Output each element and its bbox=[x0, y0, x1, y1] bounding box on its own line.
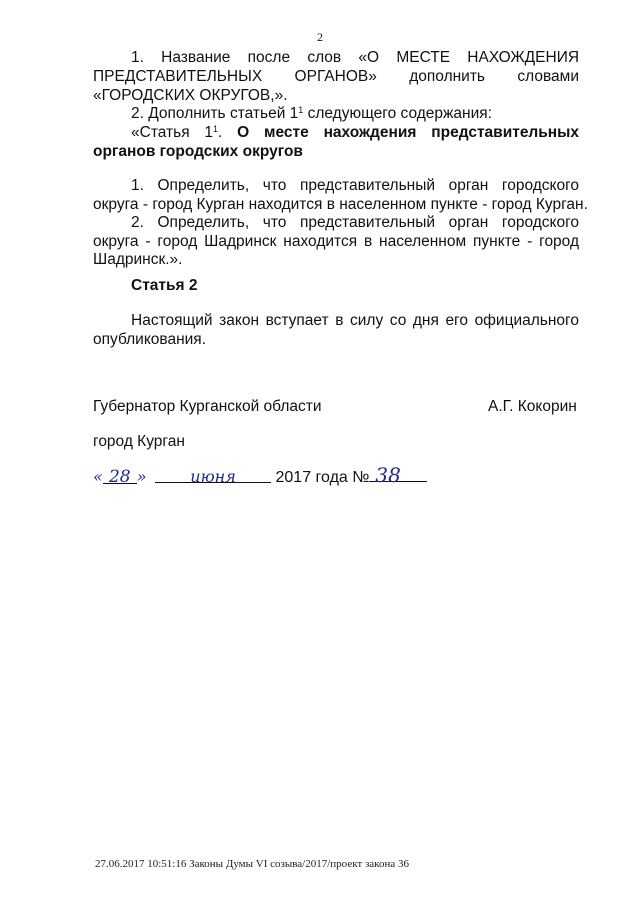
p1-word: НАХОЖДЕНИЯ bbox=[467, 49, 580, 66]
p5-word: - bbox=[527, 233, 533, 250]
p4-word: - bbox=[142, 196, 149, 213]
p5-word: город bbox=[157, 233, 198, 250]
p4-line2 bbox=[93, 195, 588, 214]
p5-word: город bbox=[539, 233, 580, 250]
date-close-quote: » bbox=[136, 467, 147, 486]
p6-word: силу bbox=[350, 312, 384, 329]
p6-word: официального bbox=[474, 312, 579, 329]
p4-line1 bbox=[131, 176, 579, 195]
p1-word: слов bbox=[307, 49, 342, 66]
p4-word: населенном bbox=[339, 196, 427, 213]
date-day: 28 bbox=[108, 467, 131, 487]
p2-before: 2. Дополнить статьей 1 bbox=[131, 105, 299, 122]
p5-line1 bbox=[131, 213, 579, 232]
date-line bbox=[93, 463, 427, 487]
p4-word: орган bbox=[448, 177, 489, 194]
p4-word: Курган. bbox=[535, 196, 588, 213]
date-month-field bbox=[155, 467, 271, 486]
p4-word: в bbox=[326, 196, 335, 213]
signature-title: Губернатор Курганской области bbox=[93, 398, 322, 415]
p4-word: пункте bbox=[430, 196, 478, 213]
p1-word: ПРЕДСТАВИТЕЛЬНЫХ bbox=[93, 68, 263, 85]
p1-word: дополнить bbox=[409, 68, 486, 85]
p6-word: закон bbox=[219, 312, 260, 329]
city-label: город Курган bbox=[93, 433, 185, 450]
p2-sup: 1 bbox=[298, 105, 304, 115]
date-number: 38 bbox=[375, 463, 401, 487]
p3-bold-word: представительных bbox=[431, 124, 580, 141]
p6-word: в bbox=[335, 312, 344, 329]
p3-bold-word: нахождения bbox=[323, 124, 417, 141]
p1-word: ОРГАНОВ» bbox=[294, 68, 377, 85]
p5-word: округа bbox=[93, 233, 139, 250]
p3-bold-word: О bbox=[237, 124, 250, 141]
p6-word: вступает bbox=[265, 312, 329, 329]
date-month: июня bbox=[190, 467, 236, 486]
p6-word: Настоящий bbox=[131, 312, 213, 329]
p5-word: 2. Определить, bbox=[131, 214, 250, 231]
p5-word: - bbox=[145, 233, 151, 250]
p5-word: орган bbox=[448, 214, 489, 231]
p4-word: представительный bbox=[299, 177, 436, 194]
p3-sup: 1 bbox=[213, 124, 219, 134]
p5-word: городского bbox=[501, 214, 580, 231]
date-number-field bbox=[369, 463, 427, 487]
date-day-field bbox=[103, 467, 137, 487]
p3-prefix-text: «Статья 1 bbox=[131, 124, 214, 141]
p1-word: после bbox=[247, 49, 291, 66]
p1-word: словами bbox=[517, 68, 579, 85]
p1-word: «О bbox=[358, 49, 380, 66]
p4-word: округа bbox=[93, 196, 139, 213]
p3-prefix bbox=[131, 124, 249, 141]
p3-dot: . bbox=[218, 124, 223, 141]
date-open-quote: « bbox=[93, 467, 103, 486]
p4-word: городского bbox=[501, 177, 580, 194]
p5-word: представительный bbox=[299, 214, 436, 231]
p6-line1 bbox=[131, 311, 579, 330]
p6-word: дня bbox=[412, 312, 439, 329]
p5-line2 bbox=[93, 232, 579, 251]
p5-line3: Шадринск.». bbox=[93, 251, 183, 268]
p3-line1 bbox=[131, 123, 579, 142]
p2-line bbox=[131, 104, 492, 123]
p4-word: что bbox=[262, 177, 287, 194]
date-year-text: 2017 года № bbox=[275, 469, 370, 486]
p5-word: в bbox=[363, 233, 373, 250]
article-heading: Статья 2 bbox=[131, 277, 198, 294]
p4-word: - bbox=[482, 196, 488, 213]
p4-word: находится bbox=[248, 196, 323, 213]
p4-word: Курган bbox=[196, 196, 245, 213]
p6-word: его bbox=[445, 312, 468, 329]
p1-word: МЕСТЕ bbox=[396, 49, 451, 66]
p3-bold-word: месте bbox=[264, 124, 309, 141]
p5-word: пункте bbox=[473, 233, 521, 250]
p1-word: 1. Название bbox=[131, 49, 231, 66]
footer-meta: 27.06.2017 10:51:16 Законы Думы VI созыва/2017/проект закона 36 bbox=[95, 858, 409, 870]
p6-line2: опубликования. bbox=[93, 331, 206, 348]
p4-word: город bbox=[152, 196, 193, 213]
p5-word: населенном bbox=[379, 233, 467, 250]
page-number: 2 bbox=[317, 30, 323, 44]
p1-line2 bbox=[93, 67, 579, 86]
p3-line2: органов городских округов bbox=[93, 143, 303, 160]
p5-word: что bbox=[262, 214, 287, 231]
p5-word: Шадринск bbox=[204, 233, 277, 250]
p6-word: со bbox=[389, 312, 407, 329]
p1-line1 bbox=[131, 48, 579, 67]
p4-word: 1. Определить, bbox=[131, 177, 250, 194]
p1-line3: «ГОРОДСКИХ ОКРУГОВ,». bbox=[93, 87, 288, 104]
p2-after: следующего содержания: bbox=[303, 105, 492, 122]
p4-word: город bbox=[491, 196, 532, 213]
signature-name: А.Г. Кокорин bbox=[488, 398, 577, 415]
p5-word: находится bbox=[283, 233, 358, 250]
